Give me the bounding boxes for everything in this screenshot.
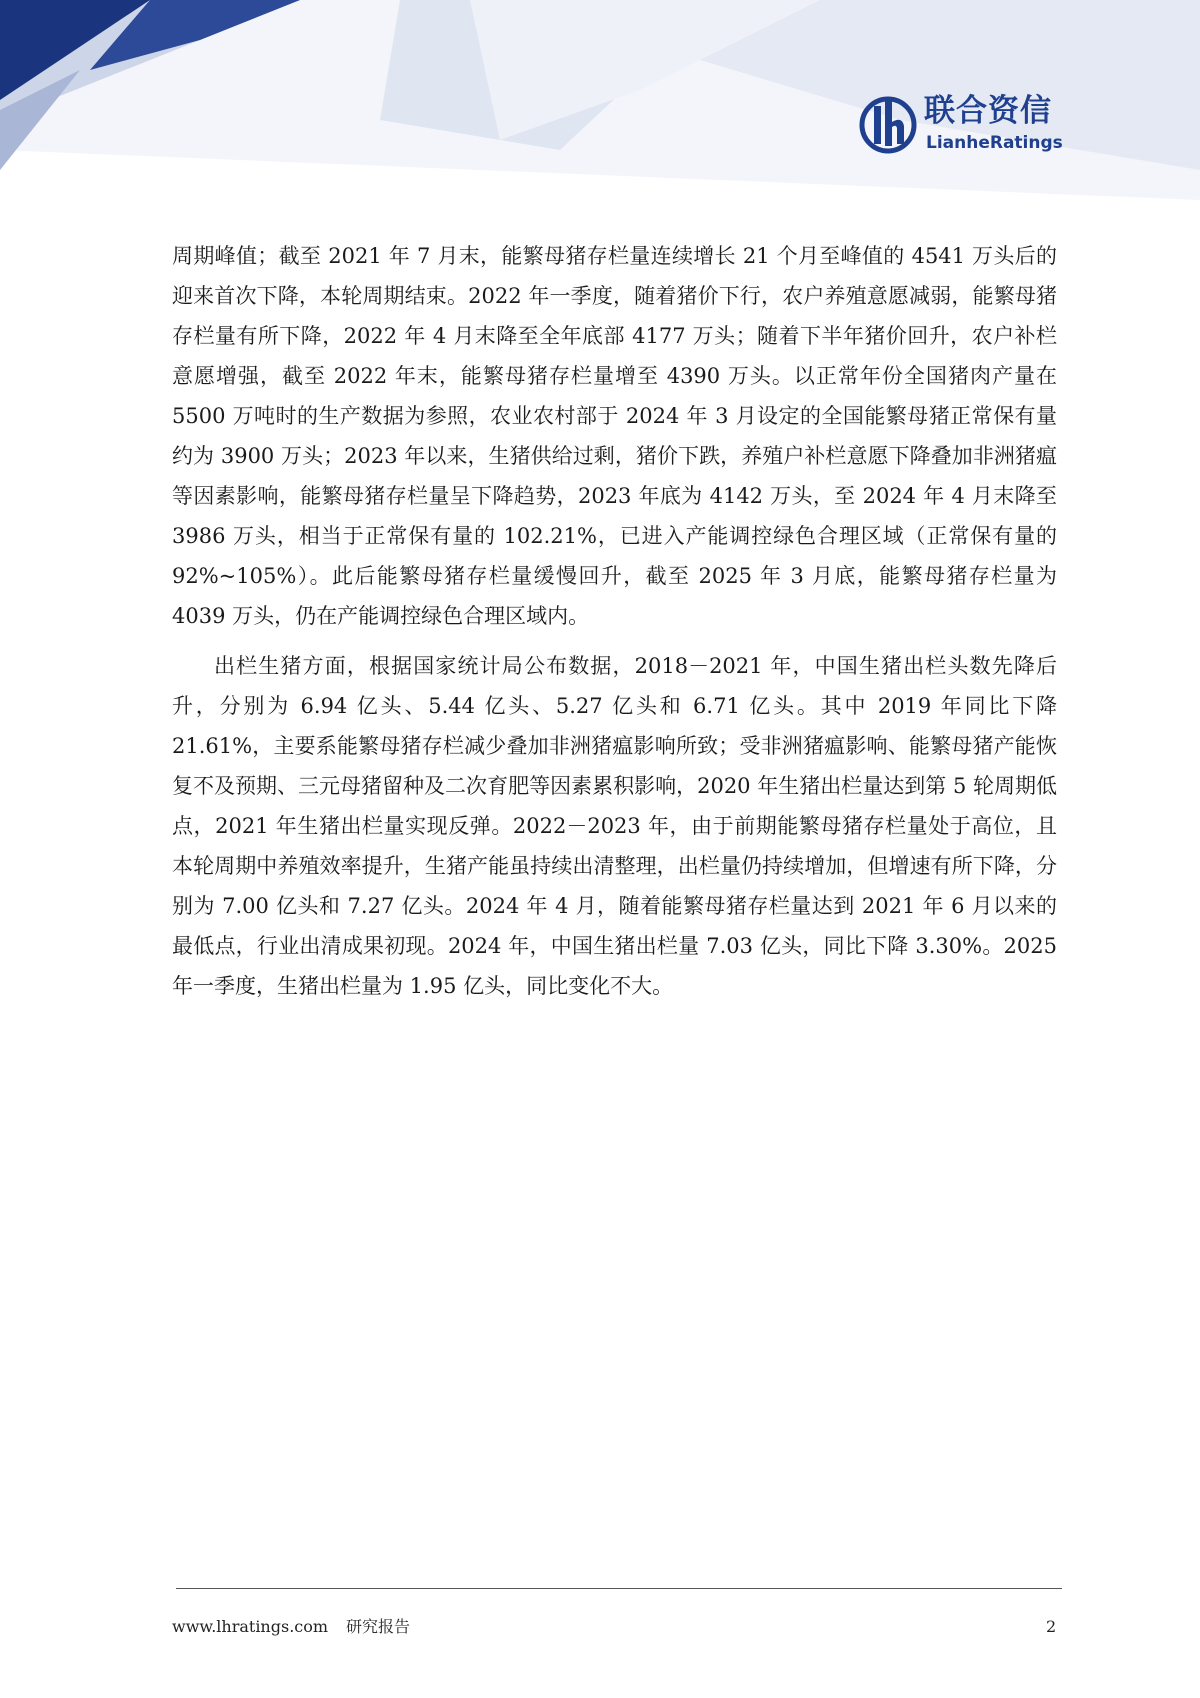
- logo-english-name: LianheRatings: [926, 133, 1063, 153]
- body-paragraph-2: 出栏生猪方面，根据国家统计局公布数据，2018－2021 年，中国生猪出栏头数先降后升，分别为 6.94 亿头、5.44 亿头、5.27 亿头和 6.71 亿头。其中 2019 年同比下降 21.61%，主要系能繁母猪存栏减少叠加非洲猪瘟影响所致；受非洲猪瘟影响、能繁母猪产能恢复不及预期、三元母猪留种及二次育肥等因素累积影响，2020 年生猪出栏量达到第 5 轮周期低点，2021 年生猪出栏量实现反弹。2022－2023 年，由于前期能繁母猪存栏量处于高位，且本轮周期中养殖效率提升，生猪产能虽持续出清整理，出栏量仍持续增加，但增速有所下降，分别为 7.00 亿头和 7.27 亿头。2024 年 4 月，随着能繁母猪存栏量达到 2021 年 6 月以来的最低点，行业出清成果初现。2024 年，中国生猪出栏量 7.03 亿头，同比下降 3.30%。2025 年一季度，生猪出栏量为 1.95 亿头，同比变化不大。: [172, 654, 1057, 998]
- company-logo: [858, 92, 1068, 158]
- logo-chinese-name: 联合资信: [924, 93, 1052, 129]
- footer-website: www.lhratings.com: [172, 1617, 329, 1636]
- footer-info: [172, 1616, 410, 1638]
- main-content: [172, 236, 1057, 1016]
- lianhe-logo-mark-icon: [858, 92, 918, 158]
- footer-divider: [176, 1588, 1062, 1589]
- page-number: 2: [1046, 1617, 1057, 1636]
- body-paragraph-1: 周期峰值；截至 2021 年 7 月末，能繁母猪存栏量连续增长 21 个月至峰值的 4541 万头后的迎来首次下降，本轮周期结束。2022 年一季度，随着猪价下行，农户养殖意愿减弱，能繁母猪存栏量有所下降，2022 年 4 月末降至全年底部 4177 万头；随着下半年猪价回升，农户补栏意愿增强，截至 2022 年末，能繁母猪存栏量增至 4390 万头。以正常年份全国猪肉产量在 5500 万吨时的生产数据为参照，农业农村部于 2024 年 3 月设定的全国能繁母猪正常保有量约为 3900 万头；2023 年以来，生猪供给过剩，猪价下跌，养殖户补栏意愿下降叠加非洲猪瘟等因素影响，能繁母猪存栏量呈下降趋势，2023 年底为 4142 万头，至 2024 年 4 月末降至 3986 万头，相当于正常保有量的 102.21%，已进入产能调控绿色合理区域（正常保有量的 92%~105%）。此后能繁母猪存栏量缓慢回升，截至 2025 年 3 月底，能繁母猪存栏量为 4039 万头，仍在产能调控绿色合理区域内。: [172, 244, 1057, 628]
- footer-doc-type: 研究报告: [346, 1617, 411, 1636]
